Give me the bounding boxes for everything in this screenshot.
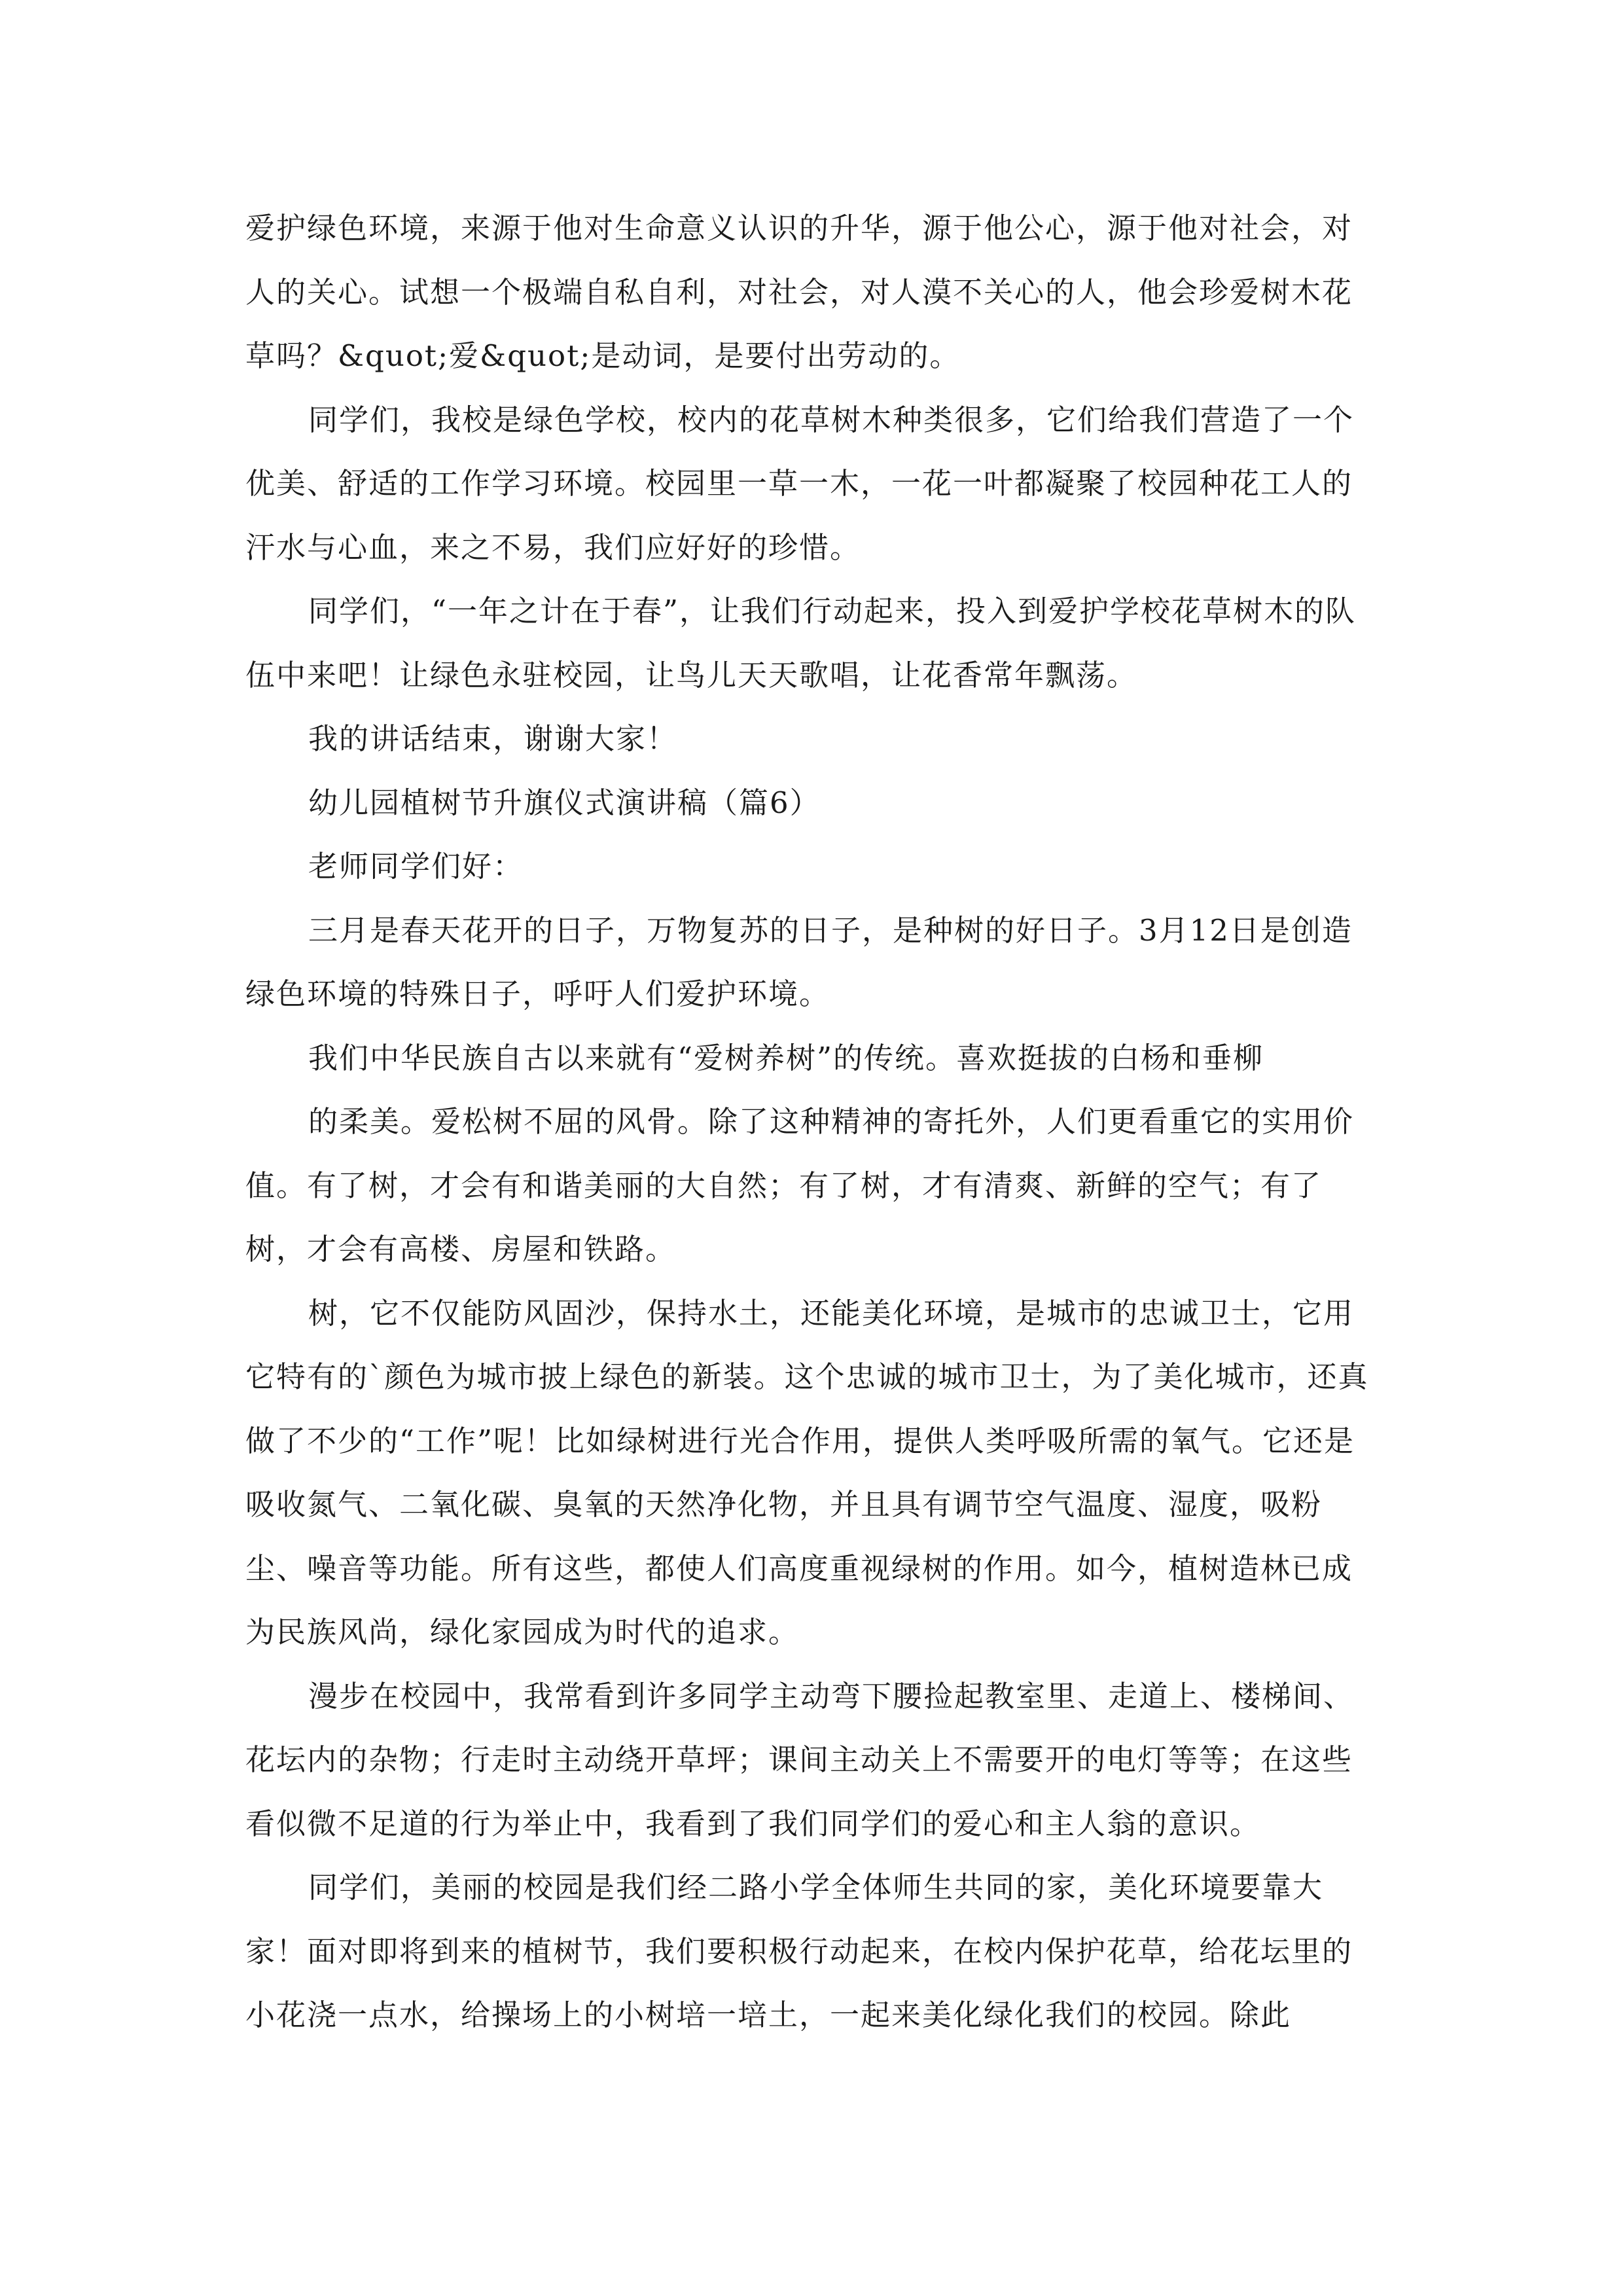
paragraph: 爱护绿色环境，来源于他对生命意义认识的升华，源于他公心，源于他对社会，对人的关心。试想一个极端自私自利，对社会，对人漠不关心的人，他会珍爱树木花草吗？&quot;爱&quot;是动词，是要付出劳动的。 — [245, 211, 1353, 373]
paragraph: 同学们，“一年之计在于春”，让我们行动起来，投入到爱护学校花草树木的队伍中来吧！让绿色永驻校园，让鸟儿天天歌唱，让花香常年飘荡。 — [245, 594, 1357, 692]
document-body — [245, 196, 1378, 2047]
paragraph: 我的讲话结束，谢谢大家！ — [308, 721, 678, 756]
paragraph: 的柔美。爱松树不屈的风骨。除了这种精神的寄托外，人们更看重它的实用价值。有了树，才会有和谐美丽的大自然；有了树，才有清爽、新鲜的空气；有了树，才会有高楼、房屋和铁路。 — [245, 1104, 1355, 1266]
section-heading: 幼儿园植树节升旗仪式演讲稿（篇6） — [308, 785, 821, 820]
paragraph: 三月是春天花开的日子，万物复苏的日子，是种树的好日子。3月12日是创造绿色环境的特殊日子，呼吁人们爱护环境。 — [245, 912, 1353, 1011]
paragraph: 漫步在校园中，我常看到许多同学主动弯下腰捡起教室里、走道上、楼梯间、花坛内的杂物；行走时主动绕开草坪；课间主动关上不需要开的电灯等等；在这些看似微不足道的行为举止中，我看到了我们同学们的爱心和主人翁的意识。 — [245, 1678, 1355, 1841]
salutation: 老师同学们好： — [308, 849, 524, 884]
paragraph: 同学们，我校是绿色学校，校内的花草树木种类很多，它们给我们营造了一个优美、舒适的工作学习环境。校园里一草一木，一花一叶都凝聚了校园种花工人的汗水与心血，来之不易，我们应好好的珍惜。 — [245, 402, 1355, 565]
paragraph: 树，它不仅能防风固沙，保持水土，还能美化环境，是城市的忠诚卫士，它用它特有的`颜色为城市披上绿色的新装。这个忠诚的城市卫士，为了美化城市，还真做了不少的“工作”呢！比如绿树进行光合作用，提供人类呼吸所需的氧气。它还是吸收氮气、二氧化碳、臭氧的天然净化物，并且具有调节空气温度、湿度，吸粉尘、噪音等功能。所有这些，都使人们高度重视绿树的作用。如今，植树造林已成为民族风尚，绿化家园成为时代的追求。 — [245, 1295, 1369, 1649]
paragraph: 同学们，美丽的校园是我们经二路小学全体师生共同的家，美化环境要靠大家！面对即将到来的植树节，我们要积极行动起来，在校内保护花草，给花坛里的小花浇一点水，给操场上的小树培一培土，一起来美化绿化我们的校园。除此 — [245, 1870, 1353, 2032]
paragraph: 我们中华民族自古以来就有“爱树养树”的传统。喜欢挺拔的白杨和垂柳 — [308, 1040, 1264, 1075]
